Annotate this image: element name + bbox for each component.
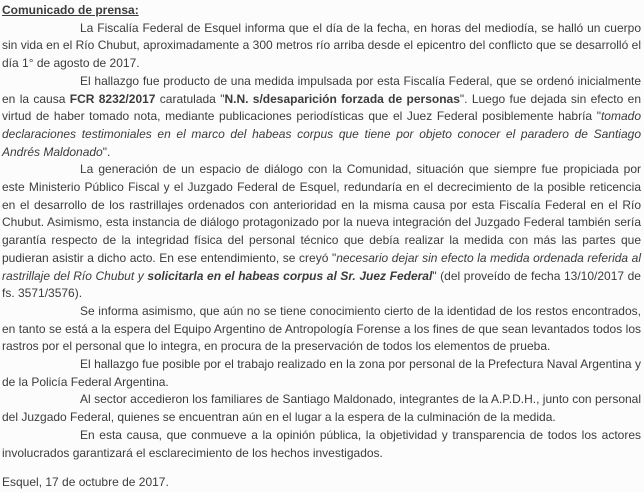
paragraph [2, 303, 641, 356]
text-run: FCR 8232/2017 [69, 91, 156, 106]
document-title [2, 2, 641, 20]
text-run: La Fiscalía Federal de Esquel informa que el día de la fecha, en horas del mediodía, se halló un cuerpo sin vida en el Río Chubut, aproximadamente a 300 metros río arriba desde el epicentro del conflicto que se desarrolló el día 1° de agosto de 2017. [2, 20, 641, 71]
paragraph [2, 73, 641, 162]
document-title-text: Comunicado de prensa: [2, 3, 139, 17]
text-run: ". Luego fue dejada sin efecto en virtud de haber tomado nota, mediante publicaciones periodísticas que el Juez Federal posiblemente habría " [2, 91, 641, 124]
text-run: El hallazgo fue posible por el trabajo realizado en la zona por personal de la Prefectura Naval Argentina y de la Policía Federal Argentina. [2, 357, 641, 389]
text-run: La generación de un espacio de diálogo con la Comunidad, situación que siempre fue propiciada por este Ministerio Público Fiscal y el Juzgado Federal de Esquel, redundaría en el decrecimiento de la posible reticencia en el desarrollo de los rastrillajes ordenados con anterioridad en la misma causa por esta Fiscalía Federal en el Río Chubut. Asimismo, esta instancia de diálogo protagonizado por la nueva integración del Juzgado Federal también sería garantía respecto de la integridad física del personal técnico que debía realizar la medida con más las partes que pudieran asistir a dicho acto. En ese entendimiento, se creyó " [2, 162, 641, 265]
paragraph [2, 20, 641, 73]
text-run: Al sector accedieron los familiares de Santiago Maldonado, integrantes de la A.P.D.H., junto con personal del Juzgado Federal, quienes se encuentran aún en el lugar a la espera de la culminación de la medida. [2, 392, 641, 425]
paragraph [2, 161, 641, 303]
text-run: ". [102, 144, 111, 159]
text-run: N.N. s/desaparición forzada de personas [224, 91, 460, 106]
text-run: tomado declaraciones testimoniales en el marco del habeas corpus que tiene por objeto conocer el paradero de Santiago Andrés Maldonado [2, 109, 641, 159]
paragraph [2, 391, 641, 426]
text-run: Se informa asimismo, que aún no se tiene conocimiento cierto de la identidad de los restos encontrados, en tanto se está a la espera del Equipo Argentino de Antropología Forense a los fines de que sean levantados todos los rastros por el personal que lo integra, en procura de la preservación de todos los elementos de prueba. [2, 303, 641, 354]
paragraph [2, 427, 641, 462]
text-run: El hallazgo fue producto de una medida impulsada por esta Fiscalía Federal, que se ordenó inicialmente en la causa [2, 73, 641, 106]
paragraph [2, 356, 641, 391]
text-run: En esta causa, que conmueve a la opinión pública, la objetividad y transparencia de todos los actores involucrados garantizará el esclarecimiento de los hechos investigados. [2, 427, 641, 460]
text-run: necesario dejar sin efecto la medida ordenada referida al rastrillaje del Río Chubut y [2, 250, 641, 283]
text-run: caratulada " [155, 91, 225, 106]
text-run: solicitarla en el habeas corpus al Sr. Juez Federal [147, 268, 433, 283]
document-body [2, 20, 641, 463]
text-run: " (del proveído de fecha 13/10/2017 de fs. 3571/3576). [2, 268, 641, 301]
date-line: Esquel, 17 de octubre de 2017. [2, 475, 169, 490]
